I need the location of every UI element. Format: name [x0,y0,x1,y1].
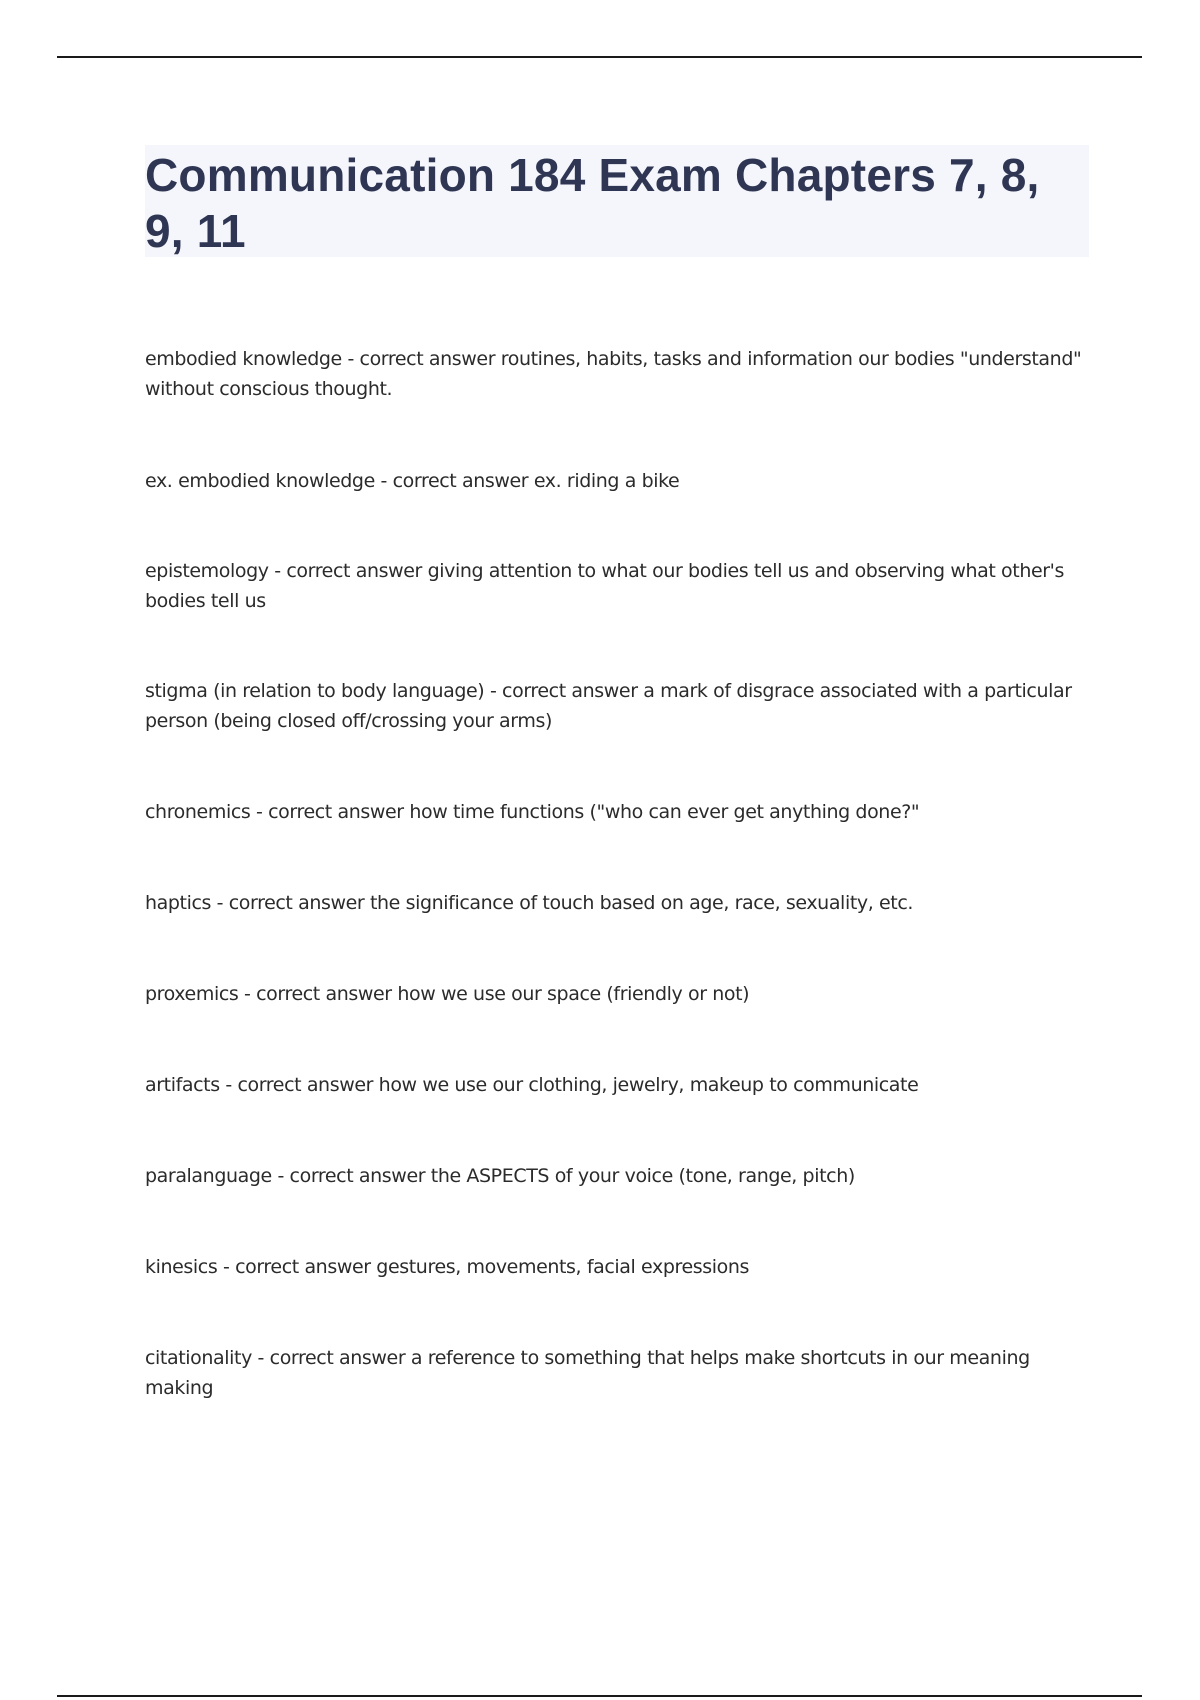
page-title: Communication 184 Exam Chapters 7, 8, 9, 11 [145,149,1040,257]
flashcard-entry: proxemics - correct answer how we use our space (friendly or not) [145,983,750,1005]
flashcard-entry: artifacts - correct answer how we use our clothing, jewelry, makeup to communicate [145,1074,919,1096]
flashcard-entry: ex. embodied knowledge - correct answer ex. riding a bike [145,470,680,492]
flashcard-entry: embodied knowledge - correct answer routines, habits, tasks and information our bodies "understand" without conscious thought. [145,348,1082,400]
footer-divider [57,1695,1142,1697]
header-divider [57,56,1142,58]
title-banner [145,145,1089,257]
flashcard-entry: epistemology - correct answer giving attention to what our bodies tell us and observing what other's bodies tell us [145,560,1064,612]
flashcard-entry: chronemics - correct answer how time functions ("who can ever get anything done?" [145,801,920,823]
flashcard-entry: kinesics - correct answer gestures, movements, facial expressions [145,1256,750,1278]
flashcard-entry: haptics - correct answer the significance of touch based on age, race, sexuality, etc. [145,892,914,914]
flashcard-entry: paralanguage - correct answer the ASPECTS of your voice (tone, range, pitch) [145,1165,855,1187]
flashcard-entry: citationality - correct answer a reference to something that helps make shortcuts in our meaning making [145,1347,1030,1399]
flashcard-entry: stigma (in relation to body language) - correct answer a mark of disgrace associated with a particular person (being closed off/crossing your arms) [145,680,1072,732]
